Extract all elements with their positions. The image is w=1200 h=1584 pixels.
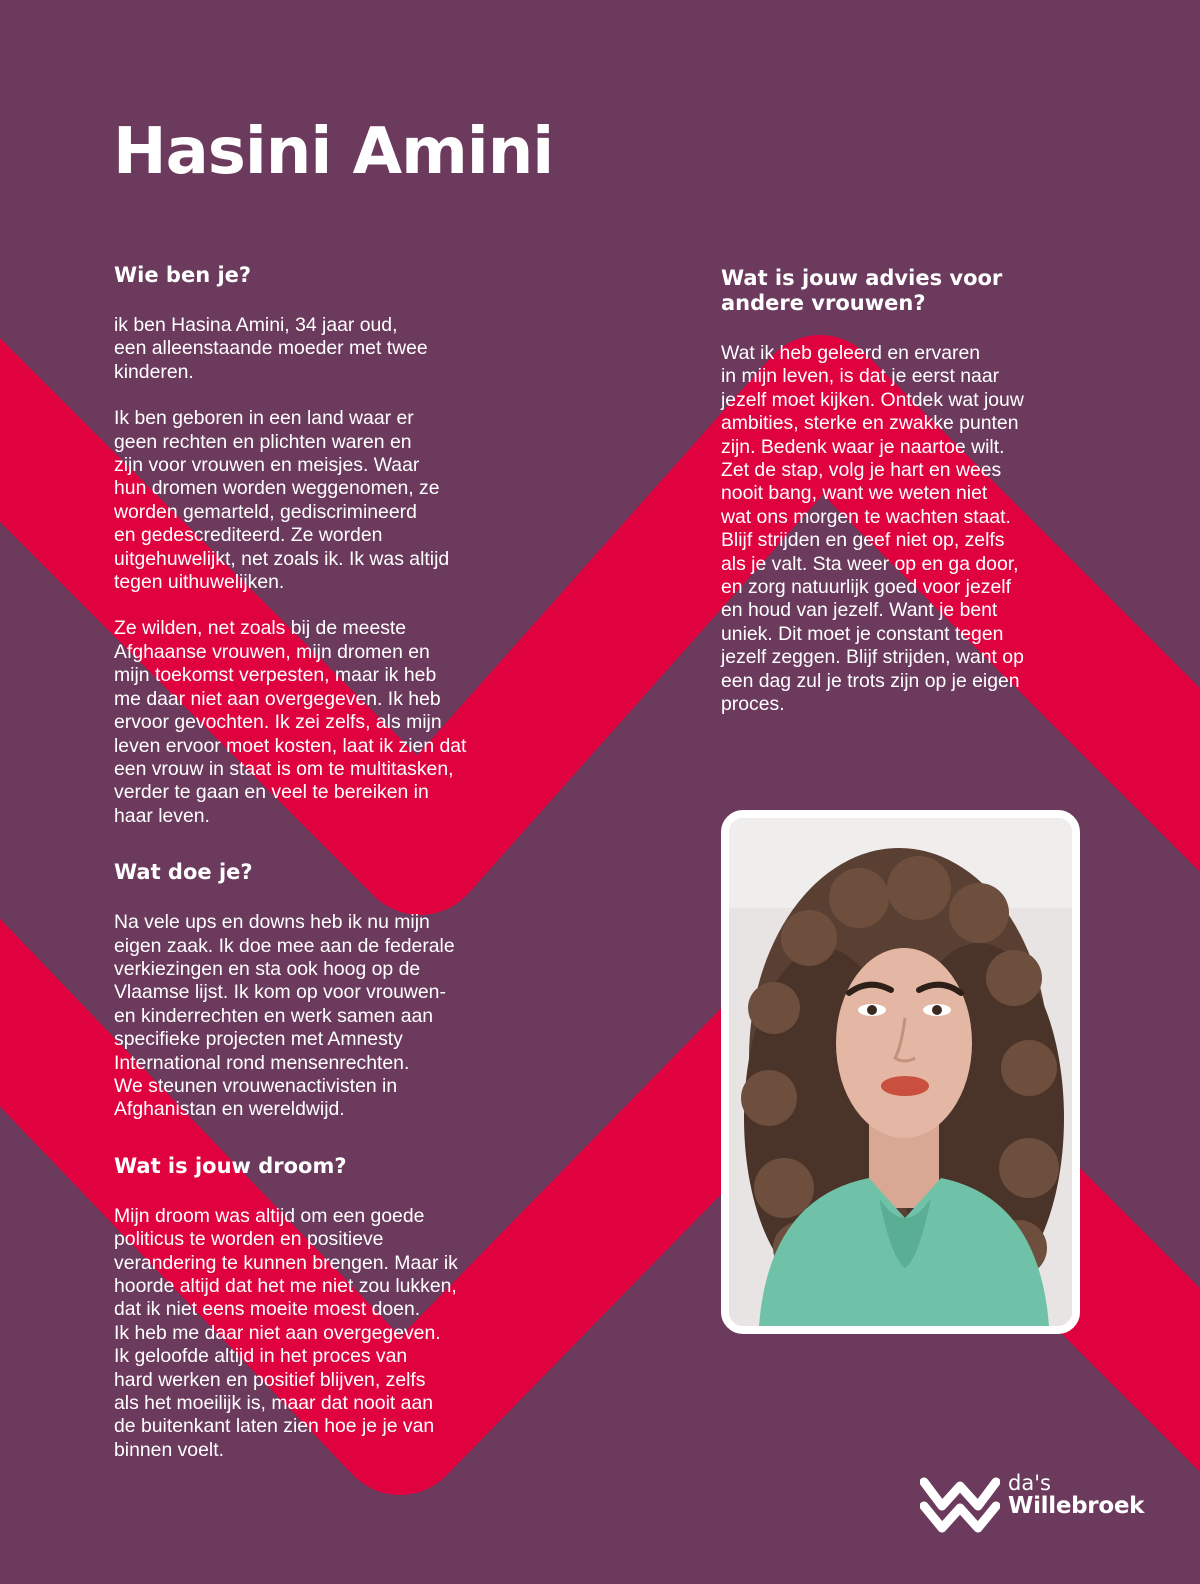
left-column — [114, 263, 534, 1494]
section-dream — [114, 1154, 534, 1462]
section-heading: Wie ben je? — [114, 263, 252, 287]
section-paragraph: Ze wilden, net zoals bij de meeste Afghaanse vrouwen, mijn dromen en mijn toekomst verpesten, maar ik heb me daar niet aan overgegeven. Ik heb ervoor gevochten. Ik zei zelfs, als mijn leven ervoor moet kosten, laat ik zien dat een vrouw in staat is om te multitasken, verder te gaan en veel te bereiken in haar leven. — [114, 617, 467, 827]
section-who — [114, 263, 534, 828]
portrait-photo — [721, 810, 1080, 1334]
advice-heading: Wat is jouw advies voor andere vrouwen? — [721, 266, 1003, 315]
logo-text-line1: da's — [1008, 1471, 1051, 1495]
section-paragraph: ik ben Hasina Amini, 34 jaar oud, een alleenstaande moeder met twee kinderen. — [114, 314, 428, 383]
logo-text-line2: Willebroek — [1008, 1493, 1145, 1519]
advice-paragraph: Wat ik heb geleerd en ervaren in mijn leven, is dat je eerst naar jezelf moet kijken. Ontdek wat jouw ambities, sterke en zwakke punten zijn. Bedenk waar je naartoe wilt. Zet de stap, volg je hart en wees nooit bang, want we weten niet wat ons morgen te wachten staat. Blijf strijden en geef niet op, zelfs als je valt. Sta weer op en ga door, en zorg natuurlijk goed voor jezelf en houd van jezelf. Want je bent uniek. Dit moet je constant tegen jezelf zeggen. Blijf strijden, want op een dag zul je trots zijn op je eigen proces. — [721, 342, 1024, 716]
section-paragraph: Ik ben geboren in een land waar er geen rechten en plichten waren en zijn voor vrouwen en meisjes. Waar hun dromen worden weggenomen, ze worden gemarteld, gediscrimineerd en gedescrediteerd. Ze worden uitgehuwelijkt, net zoals ik. Ik was altijd tegen uithuwelijken. — [114, 407, 450, 594]
page-title: Hasini Amini — [113, 115, 554, 189]
right-column — [721, 266, 1093, 740]
section-paragraph: Na vele ups en downs heb ik nu mijn eigen zaak. Ik doe mee aan de federale verkiezingen en sta ook hoog op de Vlaamse lijst. Ik kom op voor vrouwen- en kinderrechten en werk samen aan specifieke projecten met Amnesty International rond mensenrechten. We steunen vrouwenactivisten in Afghanistan en wereldwijd. — [114, 911, 455, 1121]
willebroek-logo — [920, 1468, 1160, 1538]
section-paragraph: Mijn droom was altijd om een goede politicus te worden en positieve verandering te kunnen brengen. Maar ik hoorde altijd dat het me niet zou lukken, dat ik niet eens moeite moest doen. Ik heb me daar niet aan overgegeven. Ik geloofde altijd in het proces van hard werken en positief blijven, zelfs als het moeilijk is, maar dat nooit aan de buitenkant laten zien hoe je je van binnen voelt. — [114, 1204, 458, 1461]
portrait-photo-icon — [729, 818, 1072, 1326]
section-heading: Wat is jouw droom? — [114, 1153, 347, 1178]
willebroek-w-logo-icon — [920, 1472, 1000, 1534]
section-heading: Wat doe je? — [114, 860, 253, 885]
section-what — [114, 860, 534, 1122]
